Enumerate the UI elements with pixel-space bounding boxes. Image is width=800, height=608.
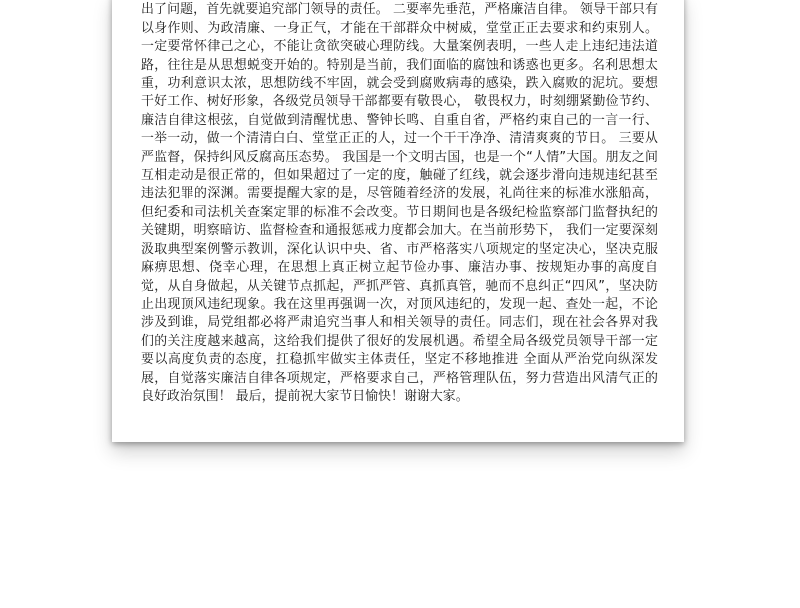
document-body-text: 出了问题，首先就要追究部门领导的责任。 二要率先垂范，严格廉洁自律。 领导干部只有以身作则、为政清廉、一身正气，才能在干部群众中树威，堂堂正正去要求和约束别人。一定要常怀律己之心，不能让贪欲突破心理防线。大量案例表明，一些人走上违纪违法道路，往往是从思想蜕变开始的。特别是当前，我们面临的腐蚀和诱惑也更多。名利思想太重，功利意识太浓，思想防线不牢固，就会受到腐败病毒的感染，跌入腐败的泥坑。要想干好工作、树好形象，各级党员领导干部都要有敬畏心， 敬畏权力，时刻绷紧勤俭节约、廉洁自律这根弦，自觉做到清醒忧患、警钟长鸣、自重自省，严格约束自己的一言一行、一举一动，做一个清清白白、堂堂正正的人，过一个干干净净、清清爽爽的节日。 三要从严监督，保持纠风反腐高压态势。 我国是一个文明古国，也是一个“人情”大国。朋友之间互相走动是很正常的，但如果超过了一定的度，触碰了红线，就会逐步滑向违规违纪甚至违法犯罪的深渊。需要提醒大家的是，尽管随着经济的发展，礼尚往来的标准水涨船高，但纪委和司法机关查案定罪的标准不会改变。节日期间也是各级纪检监察部门监督执纪的关键期，明察暗访、监督检查和通报惩戒力度都会加大。在当前形势下， 我们一定要深刻汲取典型案例警示教训，深化认识中央、省、市严格落实八项规定的坚定决心，坚决克服麻痹思想、侥幸心理，在思想上真正树立起节俭办事、廉洁办事、按规矩办事的高度自觉，从自身做起，从关键节点抓起，严抓严管、真抓真管，驰而不息纠正“四风”，坚决防止出现顶风违纪现象。我在这里再强调一次，对顶风违纪的，发现一起、查处一起，不论涉及到谁，局党组都必将严肃追究当事人和相关领导的责任。同志们，现在社会各界对我们的关注度越来越高，这给我们提供了很好的发展机遇。希望全局各级党员领导干部一定要以高度负责的态度，扛稳抓牢做实主体责任，坚定不移地推进 全面从严治党向纵深发展，自觉落实廉洁自律各项规定，严格要求自己，严格管理队伍，努力营造出风清气正的良好政治氛围！ 最后，提前祝大家节日愉快！谢谢大家。 (141, 2, 658, 404)
document-page (112, 0, 684, 442)
